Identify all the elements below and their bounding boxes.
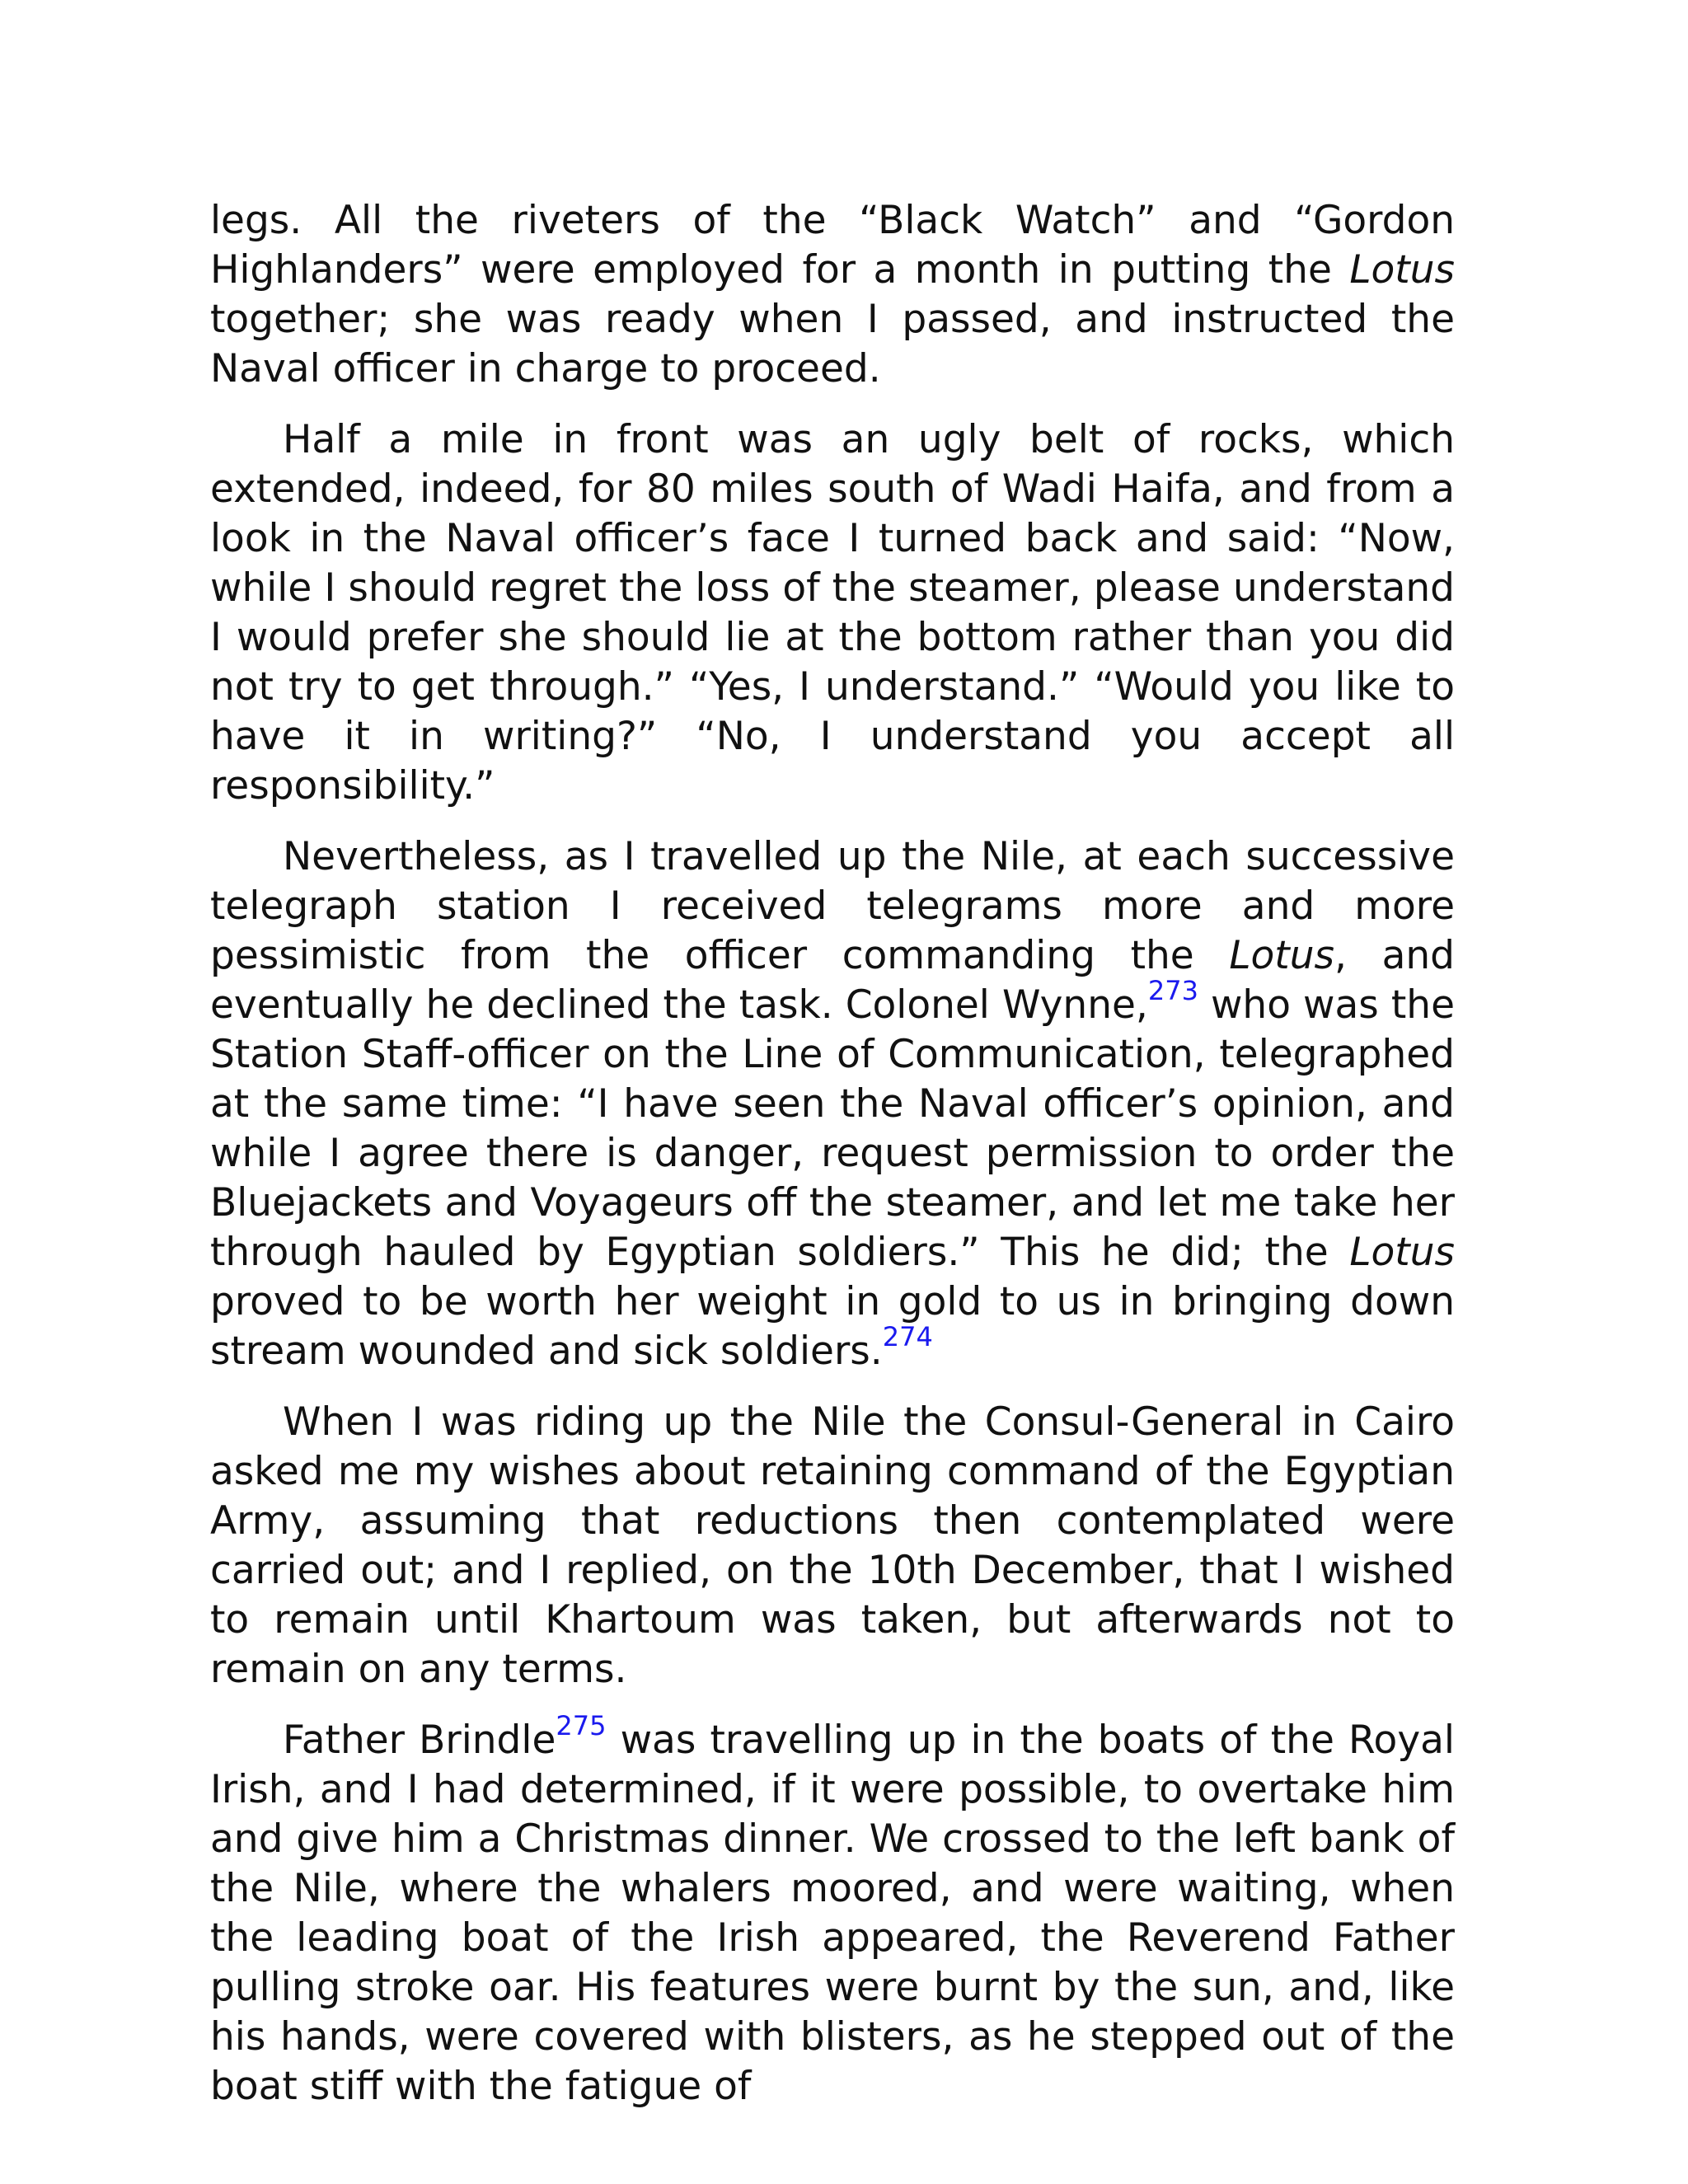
ship-name-lotus: Lotus [1229, 933, 1335, 978]
paragraph-1 [210, 196, 1455, 394]
paragraph-5 [210, 1710, 1455, 2111]
text-run: , and eventually he declined the task. Colonel Wynne, [210, 933, 1455, 1028]
text-run: together; she was ready when I passed, and instructed the Naval officer in charge to proceed. [210, 297, 1455, 391]
text-run: When I was riding up the Nile the Consul-General in Cairo asked me my wishes about retaining command of the Egyptian Army, assuming that reductions then contemplated were carried out; and I replied, on the 10th December, that I wished to remain until Khartoum was taken, but afterwards not to remain on any terms. [210, 1399, 1455, 1692]
text-run: Nevertheless, as I travelled up the Nile, at each successive telegraph station I received telegrams more and more pessimistic from the officer commanding the [210, 834, 1455, 978]
text-run: proved to be worth her weight in gold to us in bringing down stream wounded and sick soldiers. [210, 1279, 1455, 1374]
ship-name-lotus: Lotus [1349, 1230, 1455, 1275]
text-run: was travelling up in the boats of the Royal Irish, and I had determined, if it were possible, to overtake him and give him a Christmas dinner. We crossed to the left bank of the Nile, where the whalers moored, and were waiting, when the leading boat of the Irish appeared, the Reverend Father pulling stroke oar. His features were burnt by the sun, and, like his hands, were covered with blisters, as he stepped out of the boat stiff with the fatigue of [210, 1718, 1455, 2109]
footnote-link-275[interactable]: 275 [556, 1710, 607, 1741]
paragraph-2 [210, 415, 1455, 811]
footnote-link-273[interactable]: 273 [1147, 975, 1198, 1006]
book-page [210, 196, 1455, 2133]
paragraph-3 [210, 832, 1455, 1376]
paragraph-4 [210, 1398, 1455, 1694]
text-run: Half a mile in front was an ugly belt of rocks, which extended, indeed, for 80 miles south of Wadi Haifa, and from a look in the Naval officer’s face I turned back and said: “Now, while I should regret the loss of the steamer, please understand I would prefer she should lie at the bottom rather than you did not try to get through.” “Yes, I understand.” “Would you like to have it in writing?” “No, I understand you accept all responsibility.” [210, 417, 1455, 808]
ship-name-lotus: Lotus [1349, 247, 1455, 293]
footnote-link-274[interactable]: 274 [882, 1321, 933, 1352]
text-run: legs. All the riveters of the “Black Watch” and “Gordon Highlanders” were employed for a month in putting the [210, 198, 1455, 293]
text-run: who was the Station Staff-officer on the Line of Communication, telegraphed at the same time: “I have seen the Naval officer’s opinion, and while I agree there is danger, request permission to order the Bluejackets and Voyageurs off the steamer, and let me take her through hauled by Egyptian soldiers.” This he did; the [210, 982, 1455, 1275]
text-run: Father Brindle [283, 1718, 556, 1763]
